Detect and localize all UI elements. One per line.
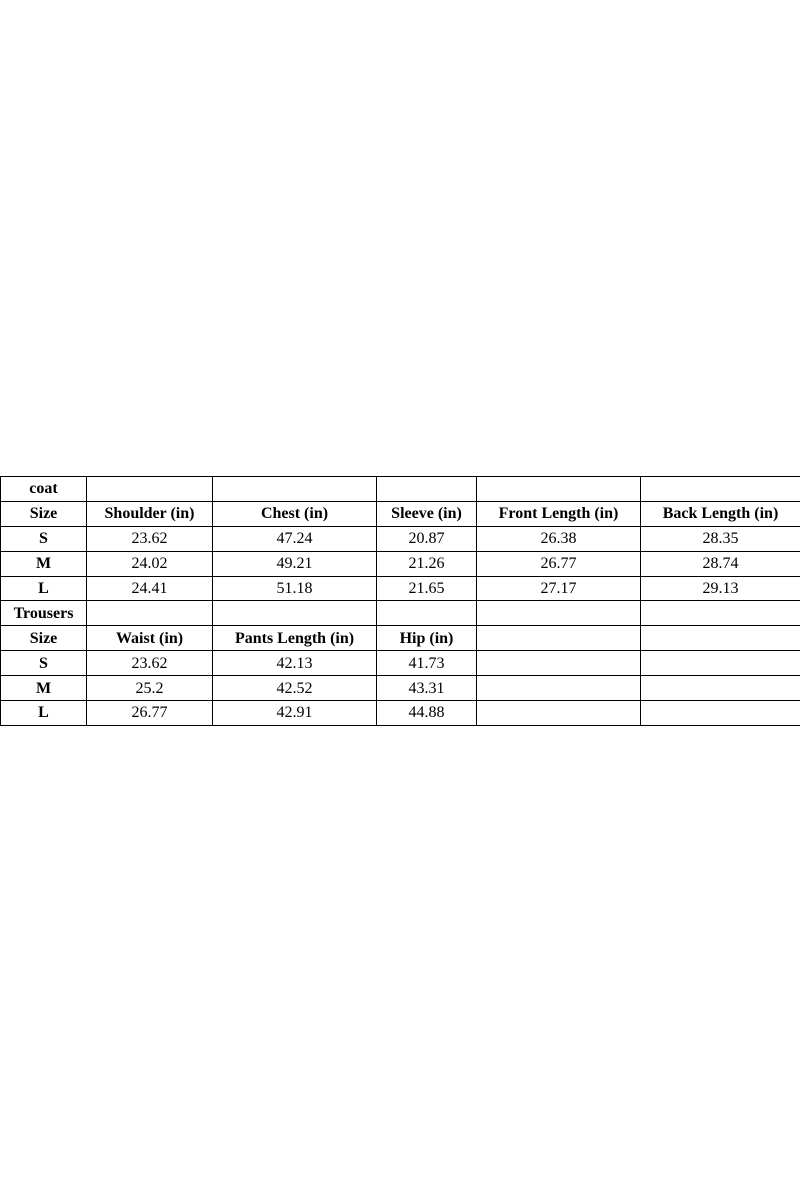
trousers-title-row (1, 601, 800, 626)
data-cell: 28.35 (641, 526, 800, 551)
data-cell: 21.26 (377, 551, 477, 576)
data-cell: 47.24 (213, 526, 377, 551)
data-cell: 42.52 (213, 676, 377, 701)
data-cell: 49.21 (213, 551, 377, 576)
data-cell: 24.02 (87, 551, 213, 576)
table-row (1, 526, 800, 551)
data-cell: 44.88 (377, 701, 477, 726)
empty-cell (641, 626, 800, 651)
empty-cell (477, 477, 641, 502)
empty-cell (377, 477, 477, 502)
data-cell: 26.77 (477, 551, 641, 576)
coat-header-row (1, 501, 800, 526)
column-header: Pants Length (in) (213, 626, 377, 651)
size-cell: S (1, 651, 87, 676)
size-cell: L (1, 701, 87, 726)
column-header: Size (1, 626, 87, 651)
column-header: Chest (in) (213, 501, 377, 526)
data-cell: 28.74 (641, 551, 800, 576)
empty-cell (477, 701, 641, 726)
data-cell: 24.41 (87, 576, 213, 601)
empty-cell (87, 601, 213, 626)
data-cell: 21.65 (377, 576, 477, 601)
empty-cell (641, 601, 800, 626)
column-header: Hip (in) (377, 626, 477, 651)
empty-cell (641, 651, 800, 676)
size-cell: S (1, 526, 87, 551)
size-cell: M (1, 676, 87, 701)
coat-section-title: coat (1, 477, 87, 502)
data-cell: 26.38 (477, 526, 641, 551)
data-cell: 42.13 (213, 651, 377, 676)
column-header: Shoulder (in) (87, 501, 213, 526)
trousers-header-row (1, 626, 800, 651)
size-cell: M (1, 551, 87, 576)
data-cell: 23.62 (87, 526, 213, 551)
data-cell: 20.87 (377, 526, 477, 551)
data-cell: 27.17 (477, 576, 641, 601)
empty-cell (213, 477, 377, 502)
empty-cell (641, 701, 800, 726)
trousers-section-title: Trousers (1, 601, 87, 626)
size-chart-table (0, 476, 800, 726)
empty-cell (641, 477, 800, 502)
table-row (1, 551, 800, 576)
empty-cell (377, 601, 477, 626)
empty-cell (641, 676, 800, 701)
table-row (1, 651, 800, 676)
column-header: Sleeve (in) (377, 501, 477, 526)
data-cell: 42.91 (213, 701, 377, 726)
coat-title-row (1, 477, 800, 502)
empty-cell (477, 626, 641, 651)
empty-cell (477, 676, 641, 701)
empty-cell (477, 651, 641, 676)
column-header: Front Length (in) (477, 501, 641, 526)
table-row (1, 676, 800, 701)
table-row (1, 701, 800, 726)
data-cell: 51.18 (213, 576, 377, 601)
column-header: Size (1, 501, 87, 526)
table-row (1, 576, 800, 601)
empty-cell (213, 601, 377, 626)
column-header: Waist (in) (87, 626, 213, 651)
data-cell: 29.13 (641, 576, 800, 601)
data-cell: 41.73 (377, 651, 477, 676)
data-cell: 43.31 (377, 676, 477, 701)
data-cell: 23.62 (87, 651, 213, 676)
empty-cell (87, 477, 213, 502)
column-header: Back Length (in) (641, 501, 800, 526)
size-cell: L (1, 576, 87, 601)
empty-cell (477, 601, 641, 626)
data-cell: 25.2 (87, 676, 213, 701)
data-cell: 26.77 (87, 701, 213, 726)
